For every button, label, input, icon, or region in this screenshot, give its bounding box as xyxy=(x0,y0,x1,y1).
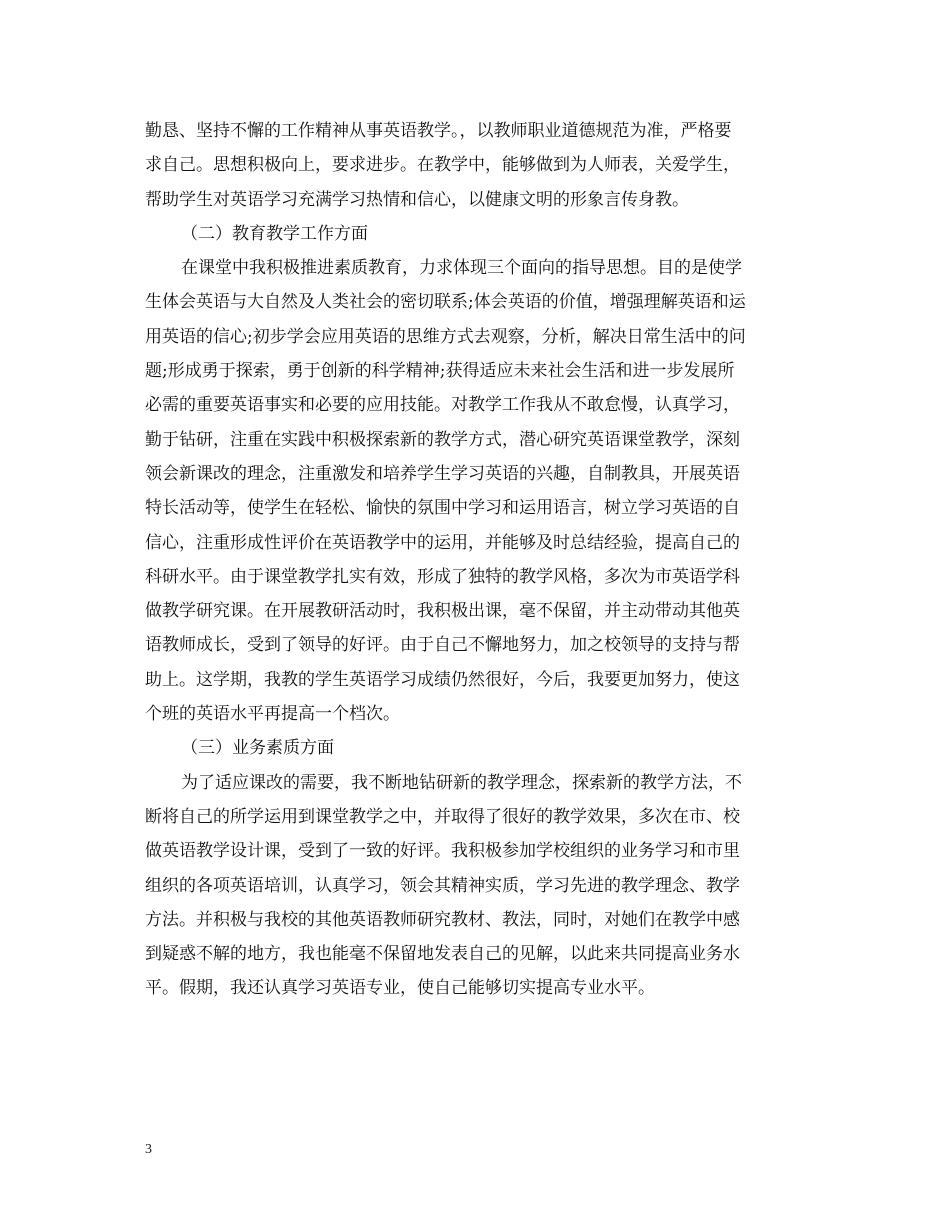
text-line: 到疑惑不解的地方，我也能毫不保留地发表自己的见解，以此来共同提高业务水 xyxy=(145,944,740,965)
text-line: 求自己。思想积极向上，要求进步。在教学中，能够做到为人师表，关爱学生， xyxy=(145,155,740,176)
text-line: 题;形成勇于探索，勇于创新的科学精神;获得适应未来社会生活和进一步发展所 xyxy=(145,361,735,382)
text-line: 平。假期，我还认真学习英语专业，使自己能够切实提高专业水平。 xyxy=(145,978,655,999)
page-number: 3 xyxy=(145,1142,152,1157)
text-line: 为了适应课改的需要，我不断地钻研新的教学理念，探索新的教学方法，不 xyxy=(181,772,742,793)
text-line: 必需的重要英语事实和必要的应用技能。对教学工作我从不敢怠慢，认真学习， xyxy=(145,395,740,416)
text-line: 做英语教学设计课，受到了一致的好评。我积极参加学校组织的业务学习和市里 xyxy=(145,841,740,862)
text-line: 用英语的信心;初步学会应用英语的思维方式去观察，分析，解决日常生活中的问 xyxy=(145,326,746,347)
text-line: 勤于钻研，注重在实践中积极探索新的教学方式，潜心研究英语课堂教学，深刻 xyxy=(145,429,740,450)
text-line: 领会新课改的理念，注重激发和培养学生学习英语的兴趣，自制教具，开展英语 xyxy=(145,463,740,484)
text-line: 帮助学生对英语学习充满学习热情和信心，以健康文明的形象言传身教。 xyxy=(145,189,689,210)
text-line: （三）业务素质方面 xyxy=(181,738,334,759)
text-line: 信心，注重形成性评价在英语教学中的运用，并能够及时总结经验，提高自己的 xyxy=(145,532,740,553)
text-line: 断将自己的所学运用到课堂教学之中，并取得了很好的教学效果，多次在市、校 xyxy=(145,806,740,827)
text-line: 科研水平。由于课堂教学扎实有效，形成了独特的教学风格，多次为市英语学科 xyxy=(145,566,740,587)
text-line: 特长活动等，使学生在轻松、愉快的氛围中学习和运用语言，树立学习英语的自 xyxy=(145,498,740,519)
text-line: 在课堂中我积极推进素质教育，力求体现三个面向的指导思想。目的是使学 xyxy=(181,258,742,279)
text-line: 做教学研究课。在开展教研活动时，我积极出课，毫不保留，并主动带动其他英 xyxy=(145,601,740,622)
text-line: 语教师成长，受到了领导的好评。由于自己不懈地努力，加之校领导的支持与帮 xyxy=(145,635,740,656)
text-line: 组织的各项英语培训，认真学习，领会其精神实质，学习先进的教学理念、教学 xyxy=(145,875,740,896)
text-line: 助上。这学期，我教的学生英语学习成绩仍然很好，今后，我要更加努力，使这 xyxy=(145,669,740,690)
text-line: 勤恳、坚持不懈的工作精神从事英语教学。，以教师职业道德规范为准，严格要 xyxy=(145,121,732,141)
text-line: 方法。并积极与我校的其他英语教师研究教材、教法，同时，对她们在教学中感 xyxy=(145,909,740,930)
text-line: 生体会英语与大自然及人类社会的密切联系;体会英语的价值，增强理解英语和运 xyxy=(145,292,746,313)
document-body xyxy=(145,114,809,1006)
text-line: 个班的英语水平再提高一个档次。 xyxy=(145,704,400,725)
text-line: （二）教育教学工作方面 xyxy=(181,223,368,244)
